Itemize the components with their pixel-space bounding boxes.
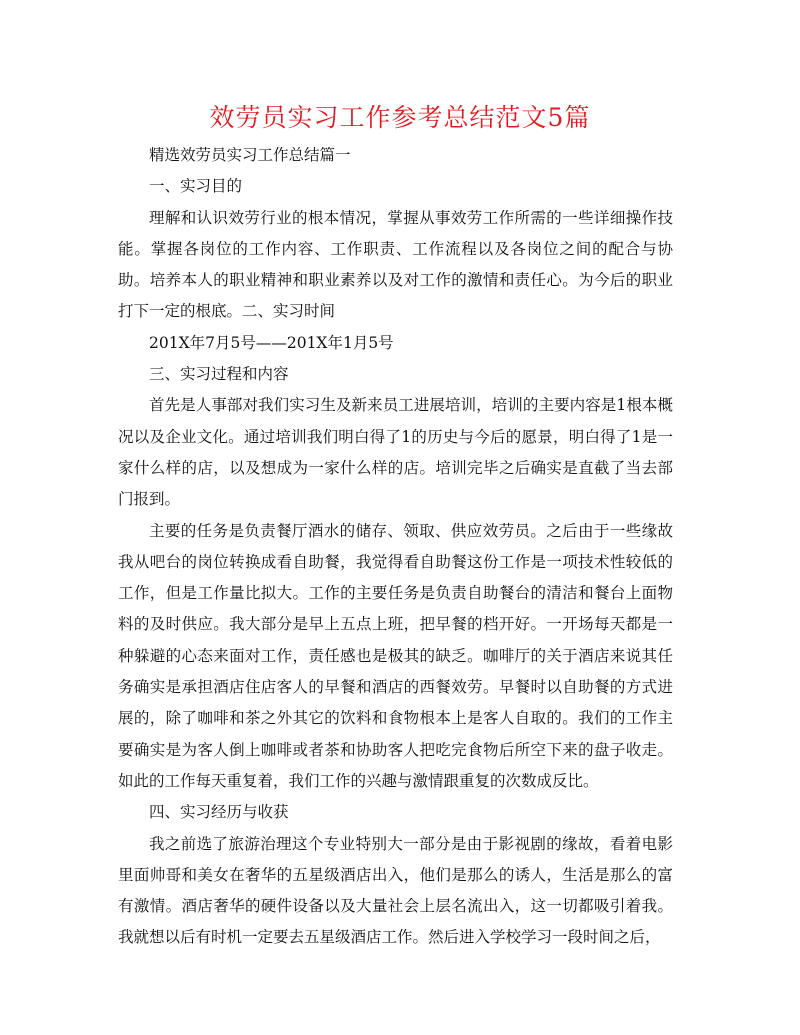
body-paragraph: 我之前选了旅游治理这个专业特别大一部分是由于影视剧的缘故，看着电影里面帅哥和美女在奢华的五星级酒店出入，他们是那么的诱人，生活是那么的富有激情。酒店奢华的硬件设备以及大量社会上层名流出入，这一切都吸引着我。我就想以后有时机一定要去五星级酒店工作。然后进入学校学习一段时间之后，: [118, 834, 673, 947]
date-range-line: 201X年7月5号——201X年1月5号: [149, 333, 394, 352]
section-heading: 精选效劳员实习工作总结篇一: [149, 146, 351, 164]
body-paragraph: 主要的任务是负责餐厅酒水的储存、领取、供应效劳员。之后由于一些缘故我从吧台的岗位转换成看自助餐，我觉得看自助餐这份工作是一项技术性较低的工作，但是工作量比拟大。工作的主要任务是负责自助餐台的清洁和餐台上面物料的及时供应。我大部分是早上五点上班，把早餐的档开好。一开场每天都是一种躲避的心态来面对工作，责任感也是极其的缺乏。咖啡厅的关于酒店来说其任务确实是承担酒店住店客人的早餐和酒店的西餐效劳。早餐时以自助餐的方式进展的，除了咖啡和茶之外其它的饮料和食物根本上是客人自取的。我们的工作主要确实是为客人倒上咖啡或者茶和协助客人把吃完食物后所空下来的盘子收走。如此的工作每天重复着，我们工作的兴趣与激情跟重复的次数成反比。: [118, 521, 673, 790]
body-paragraph: 理解和认识效劳行业的根本情况，掌握从事效劳工作所需的一些详细操作技能。掌握各岗位的工作内容、工作职责、工作流程以及各岗位之间的配合与协助。培养本人的职业精神和职业素养以及对工作的激情和责任心。为今后的职业打下一定的根底。二、实习时间: [118, 208, 673, 321]
body-paragraph: 首先是人事部对我们实习生及新来员工进展培训，培训的主要内容是1根本概况以及企业文化。通过培训我们明白得了1的历史与今后的愿景，明白得了1是一家什么样的店，以及想成为一家什么样的店。培训完毕之后确实是直截了当去部门报到。: [118, 396, 673, 509]
document-title: 效劳员实习工作参考总结范文5篇: [209, 103, 591, 132]
section-heading: 三、实习过程和内容: [149, 365, 289, 384]
document-body: [118, 140, 673, 954]
section-heading: 四、实习经历与收获: [149, 803, 289, 822]
section-heading: 一、实习目的: [149, 177, 243, 196]
